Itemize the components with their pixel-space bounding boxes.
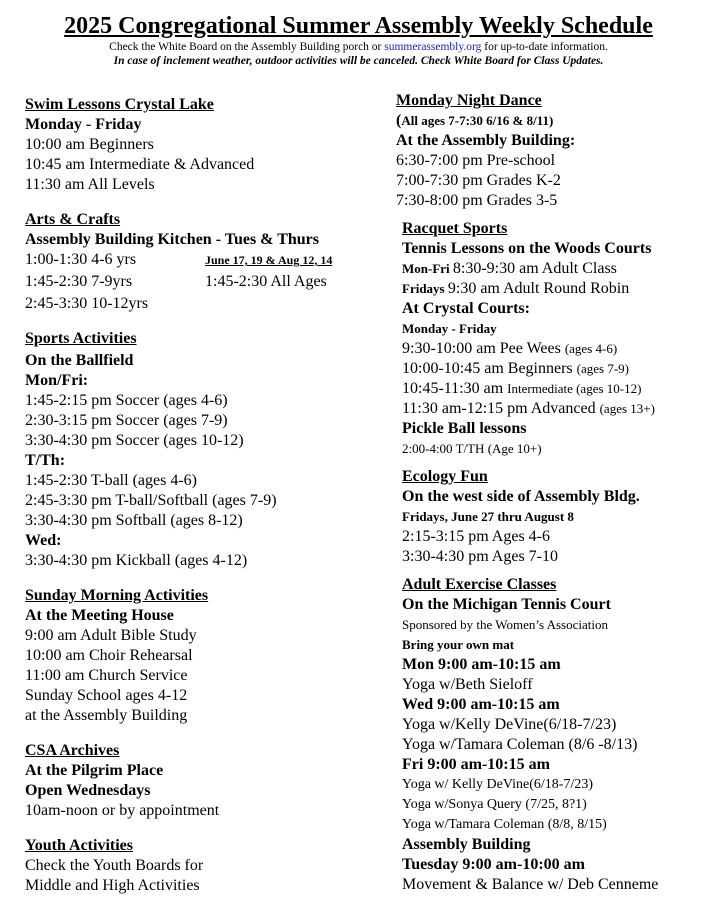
- section-heading: Sunday Morning Activities: [25, 587, 209, 604]
- ecology-location: On the west side of Assembly Bldg.: [402, 488, 640, 505]
- list-item: 2:45-3:30 pm T-ball/Softball (ages 7-9): [25, 492, 277, 509]
- list-item: 2:00-4:00 T/TH (Age 10+): [402, 441, 542, 456]
- arts-section: [25, 210, 375, 314]
- list-item: Sunday School ages 4-12: [25, 687, 188, 704]
- section-heading: Racquet Sports: [402, 220, 508, 237]
- list-item: 1:45-2:30 7-9yrs: [25, 273, 133, 290]
- list-item: Yoga w/ Kelly DeVine(6/18-7/23): [402, 777, 593, 792]
- arts-dates: June 17, 19 & Aug 12, 14: [205, 253, 333, 267]
- list-item: 7:30-8:00 pm Grades 3-5: [396, 192, 558, 209]
- list-item: 1:45-2:15 pm Soccer (ages 4-6): [25, 392, 228, 409]
- exercise-location: On the Michigan Tennis Court: [402, 596, 611, 613]
- group-label: Wed:: [25, 532, 62, 549]
- section-heading: Sports Activities: [25, 330, 137, 347]
- list-item: Yoga w/Sonya Query (7/25, 8?1): [402, 797, 587, 812]
- section-heading: Ecology Fun: [402, 468, 488, 485]
- youth-section: [25, 836, 375, 896]
- ecology-section: [402, 467, 711, 567]
- list-item: 10:00 am Beginners: [25, 136, 154, 153]
- list-item: 7:00-7:30 pm Grades K-2: [396, 172, 561, 189]
- list-item: 3:30-4:30 pm Soccer (ages 10-12): [25, 432, 244, 449]
- ecology-dates: Fridays, June 27 thru August 8: [402, 509, 574, 524]
- list-item: 10:00 am Choir Rehearsal: [25, 647, 193, 664]
- sports-location: On the Ballfield: [25, 352, 134, 369]
- list-item: 2:45-3:30 10-12yrs: [25, 295, 149, 312]
- racquet-section: [402, 219, 711, 459]
- list-item: Movement & Balance w/ Deb Cenneme: [402, 876, 659, 893]
- arts-location: Assembly Building Kitchen - Tues & Thurs: [25, 231, 320, 248]
- list-item: 1:00-1:30 4-6 yrs: [25, 251, 137, 268]
- swim-days: Monday - Friday: [25, 116, 142, 133]
- list-item: 6:30-7:00 pm Pre-school: [396, 152, 556, 169]
- exercise-fri: Fri 9:00 am-10:15 am: [402, 756, 550, 773]
- sunday-section: [25, 586, 375, 726]
- racquet-days: Monday - Friday: [402, 321, 497, 336]
- list-item: 2:15-3:15 pm Ages 4-6: [402, 528, 550, 545]
- list-item: 9:00 am Adult Bible Study: [25, 627, 197, 644]
- list-item: 10:45 am Intermediate & Advanced: [25, 156, 255, 173]
- info-line: [0, 40, 717, 54]
- list-item: 10:45-11:30 am Intermediate (ages 10-12): [402, 380, 642, 397]
- exercise-mon: Mon 9:00 am-10:15 am: [402, 656, 561, 673]
- page-title: 2025 Congregational Summer Assembly Weekly Schedule: [64, 13, 653, 39]
- dance-location: At the Assembly Building:: [396, 132, 576, 149]
- section-heading: Adult Exercise Classes: [402, 576, 557, 593]
- group-label: Mon/Fri:: [25, 372, 89, 389]
- exercise-building: Assembly Building: [402, 836, 531, 853]
- section-heading: Swim Lessons Crystal Lake: [25, 96, 214, 113]
- list-item: Yoga w/Tamara Coleman (8/8, 8/15): [402, 817, 607, 832]
- exercise-wed: Wed 9:00 am-10:15 am: [402, 696, 560, 713]
- list-item: 3:30-4:30 pm Softball (ages 8-12): [25, 512, 243, 529]
- info-text-end: for up-to-date information.: [481, 41, 608, 53]
- list-item: 11:30 am All Levels: [25, 176, 155, 193]
- weather-notice: In case of inclement weather, outdoor activities will be canceled. Check White Board for Class Updates.: [113, 55, 604, 67]
- list-item: Yoga w/Beth Sieloff: [402, 676, 533, 693]
- group-label: T/Th:: [25, 452, 66, 469]
- list-item: 10:00-10:45 am Beginners (ages 7-9): [402, 360, 629, 377]
- exercise-tue: Tuesday 9:00 am-10:00 am: [402, 856, 585, 873]
- sports-section: [25, 329, 375, 571]
- website-link[interactable]: summerassembly.org: [384, 41, 482, 53]
- swim-section: [25, 95, 375, 195]
- dance-section: [396, 91, 711, 211]
- list-item: 9:30-10:00 am Pee Wees (ages 4-6): [402, 340, 618, 357]
- crystal-location: At Crystal Courts:: [402, 300, 530, 317]
- dance-ages: (All ages 7-7:30 6/16 & 8/11): [396, 112, 554, 129]
- info-text: Check the White Board on the Assembly Building porch or: [109, 41, 385, 53]
- tennis-location: Tennis Lessons on the Woods Courts: [402, 240, 652, 257]
- archives-section: [25, 741, 375, 821]
- section-heading: CSA Archives: [25, 742, 120, 759]
- list-item: 3:30-4:30 pm Ages 7-10: [402, 548, 558, 565]
- section-heading: Monday Night Dance: [396, 92, 542, 109]
- list-item: Middle and High Activities: [25, 877, 200, 894]
- list-item: Yoga w/Kelly DeVine(6/18-7/23): [402, 716, 617, 733]
- list-item: 1:45-2:30 T-ball (ages 4-6): [25, 472, 197, 489]
- list-item: Mon-Fri 8:30-9:30 am Adult Class: [402, 260, 617, 277]
- left-column: [25, 95, 375, 896]
- list-item: 11:00 am Church Service: [25, 667, 188, 684]
- right-column: [396, 91, 711, 895]
- archives-location: At the Pilgrim Place: [25, 762, 164, 779]
- pickle-heading: Pickle Ball lessons: [402, 420, 527, 437]
- list-item: Check the Youth Boards for: [25, 857, 204, 874]
- archives-open: Open Wednesdays: [25, 782, 151, 799]
- list-item: 10am-noon or by appointment: [25, 802, 220, 819]
- list-item: Fridays 9:30 am Adult Round Robin: [402, 280, 630, 297]
- exercise-mat: Bring your own mat: [402, 637, 515, 652]
- list-item: Yoga w/Tamara Coleman (8/6 -8/13): [402, 736, 638, 753]
- list-item: 2:30-3:15 pm Soccer (ages 7-9): [25, 412, 228, 429]
- section-heading: Youth Activities: [25, 837, 133, 854]
- list-item: at the Assembly Building: [25, 707, 188, 724]
- exercise-sponsor: Sponsored by the Women’s Association: [402, 617, 608, 632]
- list-item: 11:30 am-12:15 pm Advanced (ages 13+): [402, 400, 655, 417]
- list-item: 1:45-2:30 All Ages: [205, 273, 327, 290]
- section-heading: Arts & Crafts: [25, 211, 121, 228]
- list-item: 3:30-4:30 pm Kickball (ages 4-12): [25, 552, 248, 569]
- sunday-location: At the Meeting House: [25, 607, 174, 624]
- exercise-section: [402, 575, 711, 895]
